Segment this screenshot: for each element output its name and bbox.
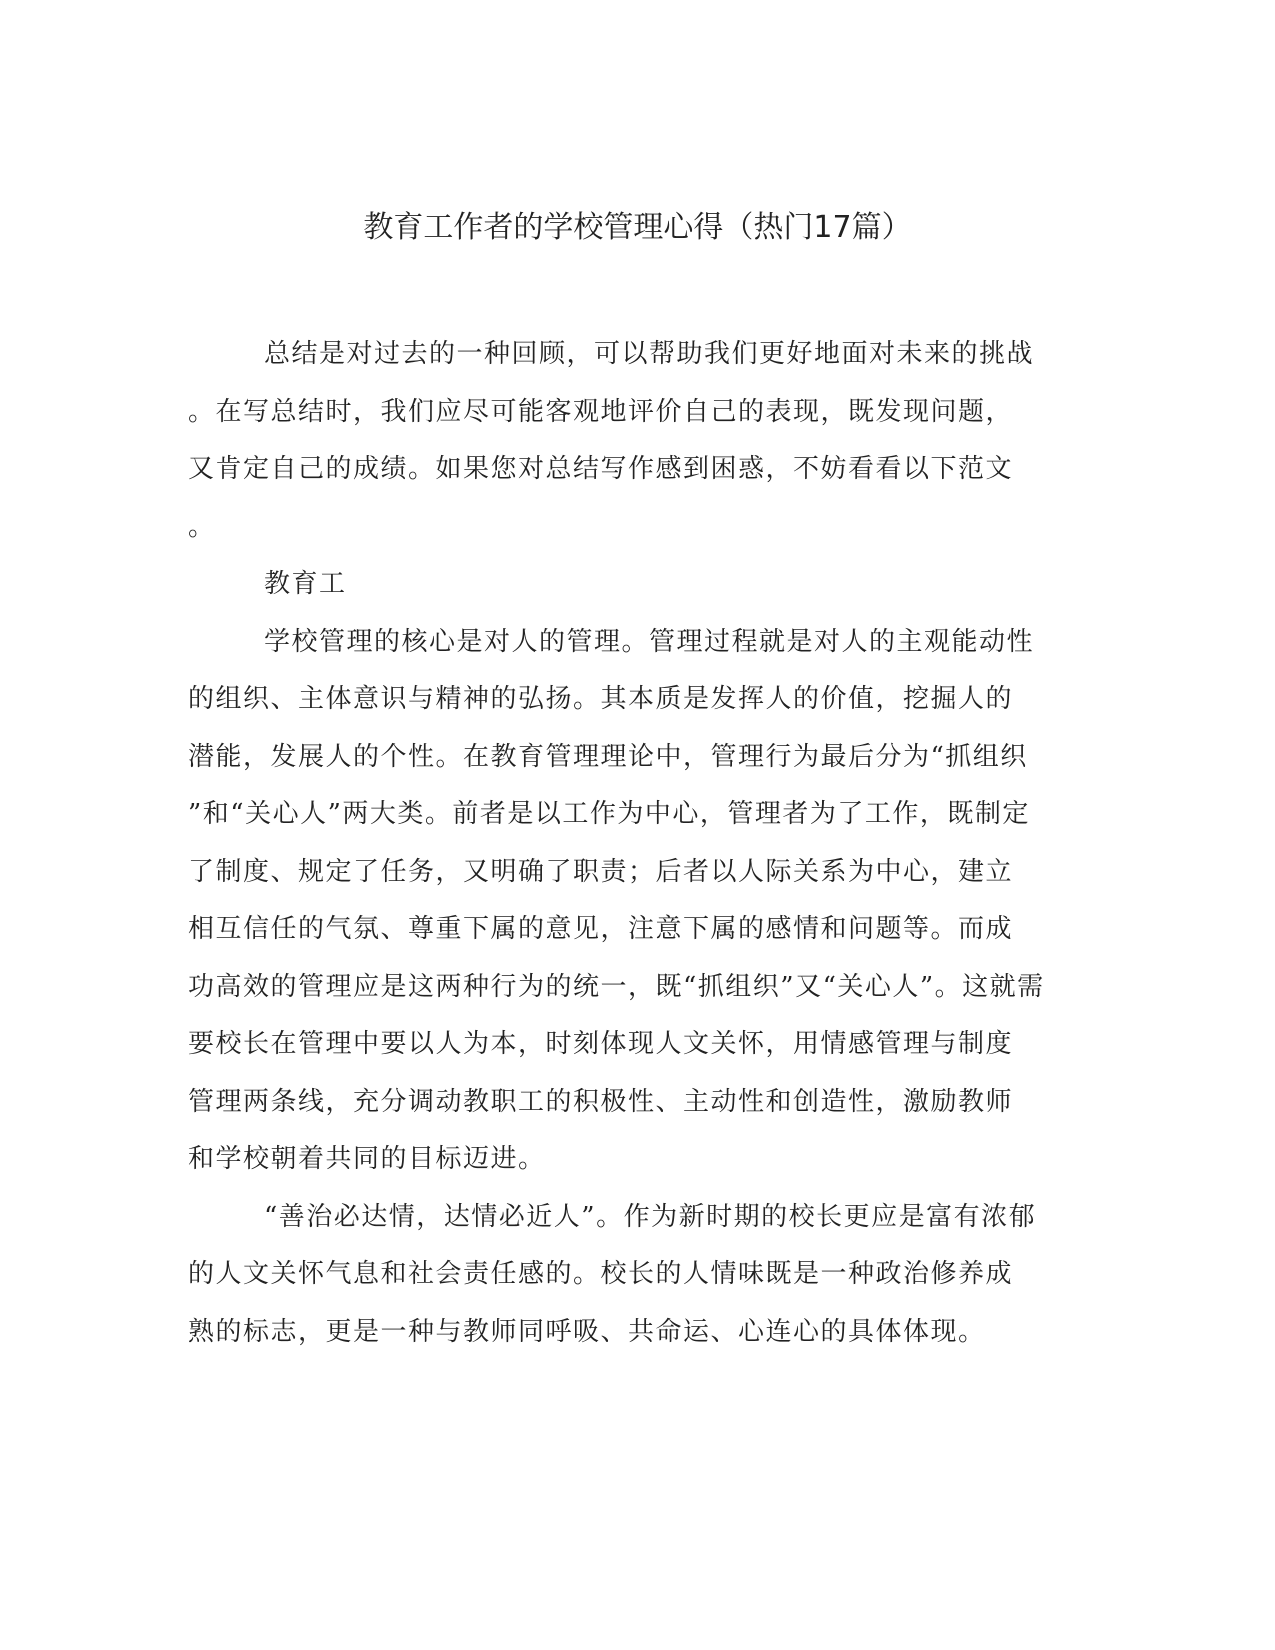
paragraph-line: 总结是对过去的一种回顾，可以帮助我们更好地面对未来的挑战 <box>264 339 1035 369</box>
paragraph-line: “善治必达情，达情必近人”。作为新时期的校长更应是富有浓郁 <box>264 1201 1037 1232</box>
paragraph-line: 了制度、规定了任务，又明确了职责；后者以人际关系为中心，建立 <box>188 856 1014 887</box>
paragraph-line: 。 <box>188 511 216 542</box>
paragraph-line: 学校管理的核心是对人的管理。管理过程就是对人的主观能动性 <box>264 626 1035 657</box>
paragraph-line: ”和“关心人”两大类。前者是以工作为中心，管理者为了工作，既制定 <box>188 799 1030 829</box>
paragraph-line: 又肯定自己的成绩。如果您对总结写作感到困惑，不妨看看以下范文 <box>188 454 1014 484</box>
paragraph-line: 熟的标志，更是一种与教师同呼吸、共命运、心连心的具体体现。 <box>188 1316 986 1347</box>
paragraph-line: 相互信任的气氛、尊重下属的意见，注意下属的感情和问题等。而成 <box>188 914 1014 944</box>
document-body <box>188 326 1068 1361</box>
paragraph-line: 和学校朝着共同的目标迈进。 <box>188 1144 546 1174</box>
paragraph-line: 功高效的管理应是这两种行为的统一，既“抓组织”又“关心人”。这就需 <box>188 971 1045 1002</box>
document-title: 教育工作者的学校管理心得（热门17篇） <box>363 210 912 245</box>
section-heading: 教育工 <box>264 569 347 599</box>
paragraph-line: 。在写总结时，我们应尽可能客观地评价自己的表现，既发现问题， <box>188 396 1014 427</box>
paragraph-line: 管理两条线，充分调动教职工的积极性、主动性和创造性，激励教师 <box>188 1086 1014 1117</box>
paragraph-line: 潜能，发展人的个性。在教育管理理论中，管理行为最后分为“抓组织 <box>188 741 1028 772</box>
paragraph-line: 的人文关怀气息和社会责任感的。校长的人情味既是一种政治修养成 <box>188 1259 1014 1289</box>
paragraph-line: 的组织、主体意识与精神的弘扬。其本质是发挥人的价值，挖掘人的 <box>188 684 1014 714</box>
paragraph-line: 要校长在管理中要以人为本，时刻体现人文关怀，用情感管理与制度 <box>188 1029 1014 1059</box>
